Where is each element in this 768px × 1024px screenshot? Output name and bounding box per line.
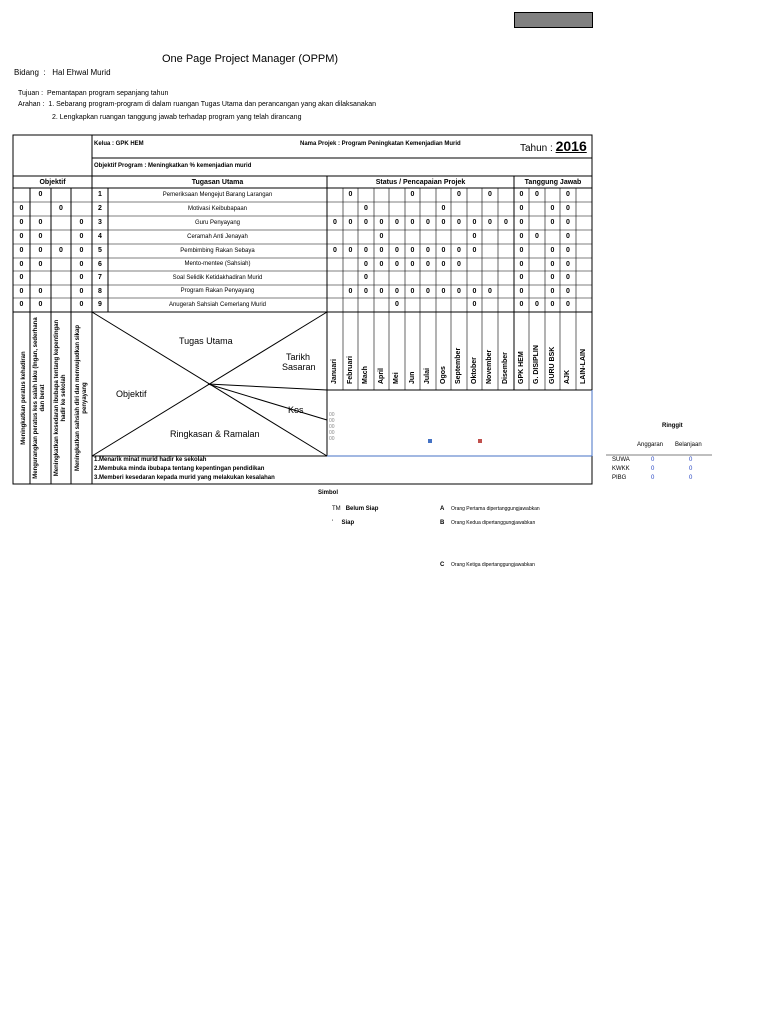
status-mark: 0: [441, 205, 446, 212]
status-mark: 0: [472, 301, 477, 308]
cost-axis-tick: 00: [329, 436, 335, 442]
objective-vertical-label: Meningkatkan peratus kehadiran: [21, 351, 27, 445]
status-mark: 0: [348, 191, 353, 198]
ringgit-row-anggaran: 0: [651, 457, 655, 463]
task-number: 6: [98, 261, 102, 268]
responsibility-mark: 0: [566, 219, 570, 226]
responsibility-mark: 0: [550, 288, 555, 295]
month-label: Februari: [347, 355, 354, 384]
objective-mark: 0: [79, 288, 84, 295]
arahan-line-2: 2. Lengkapkan ruangan tanggung jawab terhadap program yang telah dirancang: [52, 114, 302, 121]
ringgit-row-name: SUWA: [612, 457, 630, 463]
header-status: Status / Pencapaian Projek: [375, 179, 466, 186]
objective-mark: 0: [38, 219, 43, 226]
month-label: Jun: [409, 371, 416, 384]
responsibility-mark: 0: [566, 288, 570, 295]
month-label: November: [486, 349, 493, 384]
responsibility-mark: 0: [535, 191, 539, 198]
task-name: Ceramah Anti Jenayah: [187, 234, 248, 240]
task-name: Motivasi Keibubapaan: [187, 206, 248, 212]
simbol-label: Simbol: [318, 490, 339, 496]
objective-mark: 0: [38, 261, 43, 268]
status-mark: 0: [457, 191, 461, 198]
status-mark: 0: [364, 288, 368, 295]
objective-mark: 0: [19, 274, 24, 281]
objective-mark: 0: [19, 205, 24, 212]
cost-axis-tick: 00: [329, 418, 335, 424]
responsibility-mark: 0: [519, 233, 524, 240]
task-number: 8: [98, 288, 102, 295]
task-number: 1: [98, 191, 102, 198]
status-mark: 0: [395, 288, 399, 295]
cost-axis-tick: 00: [329, 424, 335, 430]
objective-mark: 0: [79, 219, 84, 226]
status-mark: 0: [441, 219, 446, 226]
role-label: GURU BSK: [549, 346, 556, 384]
responsibility-mark: 0: [550, 274, 555, 281]
status-mark: 0: [333, 219, 337, 226]
responsibility-mark: 0: [566, 301, 570, 308]
responsibility-mark: 0: [550, 247, 555, 254]
objective-mark: 0: [19, 219, 24, 226]
program-objective: Objektif Program : Meningkatkan % kemenjadian murid: [94, 163, 252, 169]
objective-vertical-label: Meningkatkan kesedaran ibubapa tentang kepentingan hadir ke sekolah: [54, 319, 67, 477]
objective-mark: 0: [79, 233, 84, 240]
status-mark: 0: [379, 288, 384, 295]
status-mark: 0: [410, 261, 415, 268]
objective-mark: 0: [19, 233, 24, 240]
diagram-tarikh: Tarikh: [286, 352, 311, 362]
status-mark: 0: [426, 219, 430, 226]
status-mark: 0: [364, 274, 368, 281]
header-tugasan: Tugasan Utama: [191, 179, 244, 186]
responsibility-mark: 0: [519, 274, 524, 281]
status-mark: 0: [488, 219, 492, 226]
responsibility-mark: 0: [566, 205, 570, 212]
task-name: Pembimbing Rakan Sebaya: [180, 248, 255, 254]
year-field: Tahun : 2016: [520, 138, 587, 154]
month-label: Mach: [362, 366, 369, 384]
ringgit-row-anggaran: 0: [651, 475, 655, 481]
task-number: 2: [98, 205, 102, 212]
year-value: 2016: [555, 138, 587, 154]
objective-mark: 0: [38, 288, 43, 295]
header-tanggung: Tanggung Jawab: [524, 179, 582, 186]
status-mark: 0: [379, 219, 384, 226]
bidang-label: Bidang : Hal Ehwal Murid: [14, 68, 111, 77]
objective-mark: 0: [38, 247, 43, 254]
responsibility-mark: 0: [519, 288, 524, 295]
tujuan-line: Tujuan : Pemantapan program sepanjang tahun: [18, 90, 169, 97]
task-name: Soal Selidik Ketidakhadiran Murid: [172, 275, 263, 281]
simbol-person-c: C Orang Ketiga dipertanggungjawabkan: [440, 562, 535, 568]
status-mark: 0: [457, 247, 461, 254]
objective-mark: 0: [79, 301, 84, 308]
status-mark: 0: [379, 233, 384, 240]
ringgit-label: Ringgit: [662, 423, 683, 429]
responsibility-mark: 0: [566, 191, 570, 198]
role-label: GPK HEM: [518, 351, 525, 384]
diagram-objektif: Objektif: [116, 389, 147, 399]
month-label: Disember: [502, 352, 509, 384]
task-name: Pemeriksaan Mengejut Barang Larangan: [162, 192, 273, 198]
diagram-tugas-utama: Tugas Utama: [179, 336, 233, 346]
status-mark: 0: [472, 247, 477, 254]
status-mark: 0: [348, 219, 353, 226]
ringgit-row-anggaran: 0: [651, 466, 655, 472]
responsibility-mark: 0: [519, 219, 524, 226]
responsibility-mark: 0: [519, 191, 524, 198]
status-mark: 0: [472, 288, 477, 295]
role-label: G. DISIPLIN: [533, 345, 540, 384]
objective-mark: 0: [38, 233, 43, 240]
diagram-sasaran: Sasaran: [282, 362, 316, 372]
simbol-item-2: ' Siap: [332, 520, 355, 526]
status-mark: 0: [410, 288, 415, 295]
objective-mark: 0: [79, 247, 84, 254]
task-name: Mento-mentee (Sahsiah): [184, 261, 251, 267]
status-mark: 0: [364, 219, 368, 226]
diagram-ringkasan: Ringkasan & Ramalan: [170, 429, 260, 439]
status-mark: 0: [364, 205, 368, 212]
objective-mark: 0: [59, 205, 63, 212]
objective-mark: 0: [19, 288, 24, 295]
responsibility-mark: 0: [550, 205, 555, 212]
status-mark: 0: [472, 219, 477, 226]
responsibility-mark: 0: [550, 261, 555, 268]
status-mark: 0: [410, 247, 415, 254]
kelua-label: Kelua : GPK HEM: [94, 141, 144, 147]
objective-mark: 0: [59, 247, 63, 254]
task-number: 4: [98, 233, 102, 240]
status-mark: 0: [364, 261, 368, 268]
responsibility-mark: 0: [550, 219, 555, 226]
task-number: 3: [98, 219, 102, 226]
task-number: 5: [98, 247, 102, 254]
task-name: Guru Penyayang: [194, 220, 241, 226]
status-mark: 0: [488, 191, 492, 198]
month-label: September: [455, 347, 462, 384]
summary-lines: 1.Menarik minat murid hadir ke sekolah 2.Membuka minda ibubapa tentang kepentingan pendidikan 3.Memberi kesedaran kepada murid yang melakukan kesalahan: [94, 457, 275, 481]
month-label: Ogos: [440, 366, 447, 384]
objective-mark: 0: [19, 247, 24, 254]
responsibility-mark: 0: [535, 233, 539, 240]
status-mark: 0: [457, 219, 461, 226]
status-mark: 0: [441, 261, 446, 268]
responsibility-mark: 0: [535, 301, 539, 308]
status-mark: 0: [395, 301, 399, 308]
status-mark: 0: [410, 219, 415, 226]
diagram-kos: Kos: [288, 405, 304, 415]
simbol-person-a: A Orang Pertama dipertanggungjawabkan: [440, 506, 540, 512]
status-mark: 0: [488, 288, 492, 295]
status-mark: 0: [379, 261, 384, 268]
cost-axis-tick: 00: [329, 430, 335, 436]
status-mark: 0: [348, 288, 353, 295]
status-mark: 0: [348, 247, 353, 254]
status-mark: 0: [504, 219, 508, 226]
status-mark: 0: [395, 219, 399, 226]
status-mark: 0: [457, 261, 461, 268]
responsibility-mark: 0: [519, 247, 524, 254]
task-number: 9: [98, 301, 102, 308]
month-label: Julai: [424, 368, 431, 384]
objective-vertical-label: Meningkatkan sahsiah diri dan menwujudkan sikap penyayang: [75, 324, 88, 472]
status-mark: 0: [426, 261, 430, 268]
project-name: Nama Projek : Program Peningkatan Kemenjadian Murid: [300, 141, 461, 147]
cost-axis-tick: 00: [329, 412, 335, 418]
task-number: 7: [98, 274, 102, 281]
ringgit-row-name: PIBG: [612, 475, 627, 481]
ringgit-col-belanjaan: Belanjaan: [675, 442, 702, 448]
role-label: AJK: [564, 369, 571, 384]
status-mark: 0: [457, 288, 461, 295]
responsibility-mark: 0: [566, 233, 570, 240]
header-objektif: Objektif: [39, 179, 66, 186]
month-label: April: [378, 368, 385, 384]
status-mark: 0: [395, 261, 399, 268]
simbol-item-1: TM Belum Siap: [332, 506, 379, 512]
month-label: Oktober: [471, 357, 478, 384]
objective-vertical-label: Mengurangkan peratus kes salah laku (Ingan, sederhana dan berat: [33, 317, 46, 479]
status-mark: 0: [426, 247, 430, 254]
ringgit-row-belanjaan: 0: [689, 466, 693, 472]
status-mark: 0: [395, 247, 399, 254]
responsibility-mark: 0: [519, 301, 524, 308]
objective-mark: 0: [38, 301, 43, 308]
status-mark: 0: [410, 191, 415, 198]
task-name: Program Rakan Penyayang: [180, 288, 255, 294]
objective-mark: 0: [19, 261, 24, 268]
status-mark: 0: [379, 247, 384, 254]
role-label: LAIN-LAIN: [580, 349, 587, 384]
responsibility-mark: 0: [519, 205, 524, 212]
ringgit-row-belanjaan: 0: [689, 457, 693, 463]
status-mark: 0: [472, 233, 477, 240]
page-title: One Page Project Manager (OPPM): [162, 53, 339, 65]
status-mark: 0: [364, 247, 368, 254]
responsibility-mark: 0: [566, 261, 570, 268]
month-label: Januari: [331, 359, 338, 384]
objective-mark: 0: [19, 301, 24, 308]
month-label: Mei: [393, 372, 400, 384]
arahan-line-1: Arahan : 1. Sebarang program-program di dalam ruangan Tugas Utama dan perancangan yang akan dilaksanakan: [18, 101, 377, 108]
status-mark: 0: [426, 288, 430, 295]
responsibility-mark: 0: [566, 247, 570, 254]
objective-mark: 0: [38, 191, 43, 198]
ringgit-col-anggaran: Anggaran: [637, 442, 664, 448]
responsibility-mark: 0: [566, 274, 570, 281]
ringgit-row-name: KWKK: [612, 466, 630, 472]
status-mark: 0: [441, 288, 446, 295]
objective-mark: 0: [79, 274, 84, 281]
status-mark: 0: [441, 247, 446, 254]
status-mark: 0: [333, 247, 337, 254]
objective-mark: 0: [79, 261, 84, 268]
task-name: Anugerah Sahsiah Cemerlang Murid: [168, 302, 267, 308]
ringgit-row-belanjaan: 0: [689, 475, 693, 481]
simbol-person-b: B Orang Kedua dipertanggungjawabkan: [440, 520, 536, 526]
responsibility-mark: 0: [519, 261, 524, 268]
responsibility-mark: 0: [550, 301, 555, 308]
